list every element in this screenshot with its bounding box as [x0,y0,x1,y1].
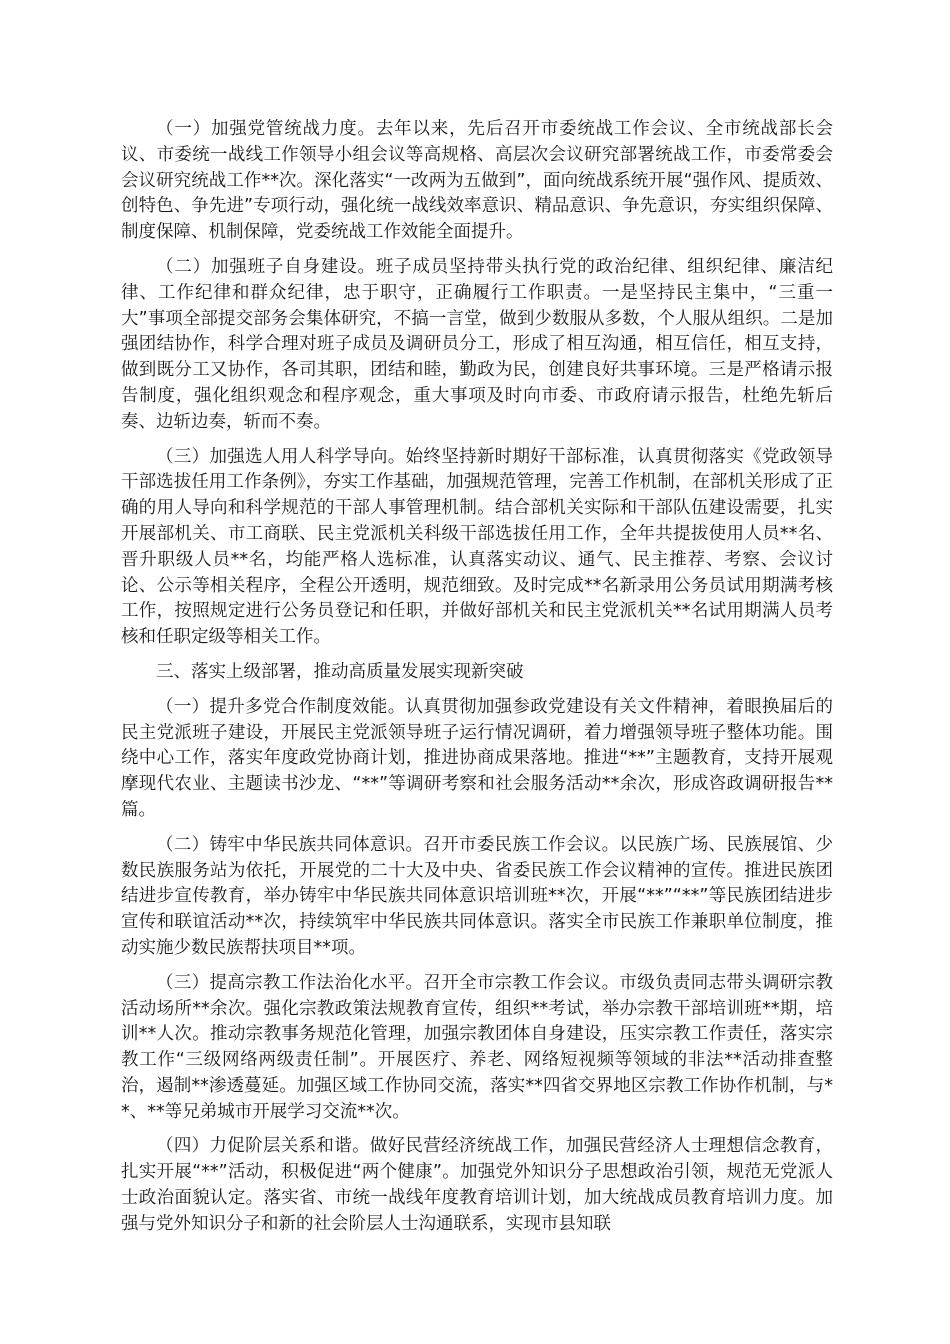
section-heading-three: 三、落实上级部署，推动高质量发展实现新突破 [156,661,524,682]
paragraph-multiparty-cooperation: （一）提升多党合作制度效能。认真贯彻加强参政党建设有关文件精神，着眼换届后的民主党派班子建设，开展民主党派领导班子运行情况调研，着力增强领导班子整体功能。围绕中心工作，落实年度政党协商计划，推进协商成果落地。推进“**”主题教育，支持开展观摩现代农业、主题读书沙龙、“**”等调研考察和社会服务活动**余次，形成咨政调研报告**篇。 [121,696,833,820]
paragraph-team-building: （二）加强班子自身建设。班子成员坚持带头执行党的政治纪律、组织纪律、廉洁纪律、工作纪律和群众纪律，忠于职守，正确履行工作职责。一是坚持民主集中，“三重一大”事项全部提交部务会集体研究，不搞一言堂，做到少数服从多数，个人服从组织。二是加强团结协作，科学合理对班子成员及调研员分工，形成了相互沟通，相互信任，相互支持，做到既分工又协作，各司其职，团结和睦，勤政为民，创建良好共事环境。三是严格请示报告制度，强化组织观念和程序观念，重大事项及时向市委、市政府请示报告，杜绝先斩后奏、边斩边奏，斩而不奏。 [121,256,833,432]
paragraph-religious-affairs: （三）提高宗教工作法治化水平。召开全市宗教工作会议。市级负责同志带头调研宗教活动场所**余次。强化宗教政策法规教育宣传，组织**考试，举办宗教干部培训班**期，培训**人次。推动宗教事务规范化管理，加强宗教团体自身建设，压实宗教工作责任，落实宗教工作“三级网络两级责任制”。开展医疗、养老、网络短视频等领域的非法**活动排查整治，遏制**渗透蔓延。加强区域工作协同交流，落实**四省交界地区宗教工作协作机制，与**、**等兄弟城市开展学习交流**次。 [121,972,833,1122]
paragraph-personnel-selection: （三）加强选人用人科学导向。始终坚持新时期好干部标准，认真贯彻落实《党政领导干部选拔任用工作条例》，夯实工作基础，加强规范管理，完善工作机制，在部机关形成了正确的用人导向和科学规范的干部人事管理机制。结合部机关实际和干部队伍建设需要，扎实开展部机关、市工商联、民主党派机关科级干部选拔任用工作，全年共提拔使用人员**名、晋升职级人员**名，均能严格人选标准，认真落实动议、通气、民主推荐、考察、会议讨论、公示等相关程序，全程公开透明，规范细致。及时完成**名新录用公务员试用期满考核工作，按照规定进行公务员登记和任职，并做好部机关和民主党派机关**名试用期满人员考核和任职定级等相关工作。 [121,446,833,648]
document-body [121,117,833,1247]
paragraph-ethnic-unity: （二）铸牢中华民族共同体意识。召开市委民族工作会议。以民族广场、民族展馆、少数民族服务站为依托，开展党的二十大及中央、省委民族工作会议精神的宣传。推进民族团结进步宣传教育，举办铸牢中华民族共同体意识培训班**次，开展“**”“**”等民族团结进步宣传和联谊活动**次，持续筑牢中华民族共同体意识。落实全市民族工作兼职单位制度，推动实施少数民族帮扶项目**项。 [121,834,833,958]
paragraph-party-leadership: （一）加强党管统战力度。去年以来，先后召开市委统战工作会议、全市统战部长会议、市委统一战线工作领导小组会议等高规格、高层次会议研究部署统战工作，市委常委会会议研究统战工作**次。深化落实“一改两为五做到”，面向统战系统开展“强作风、提质效、创特色、争先进”专项行动，强化统一战线效率意识、精品意识、争先意识，夯实组织保障、制度保障、机制保障，党委统战工作效能全面提升。 [121,119,833,243]
paragraph-class-harmony: （四）力促阶层关系和谐。做好民营经济统战工作，加强民营经济人士理想信念教育，扎实开展“**”活动，积极促进“两个健康”。加强党外知识分子思想政治引领，规范无党派人士政治面貌认定。落实省、市统一战线年度教育培训计划，加大统战成员教育培训力度。加强与党外知识分子和新的社会阶层人士沟通联系，实现市县知联 [121,1136,833,1234]
